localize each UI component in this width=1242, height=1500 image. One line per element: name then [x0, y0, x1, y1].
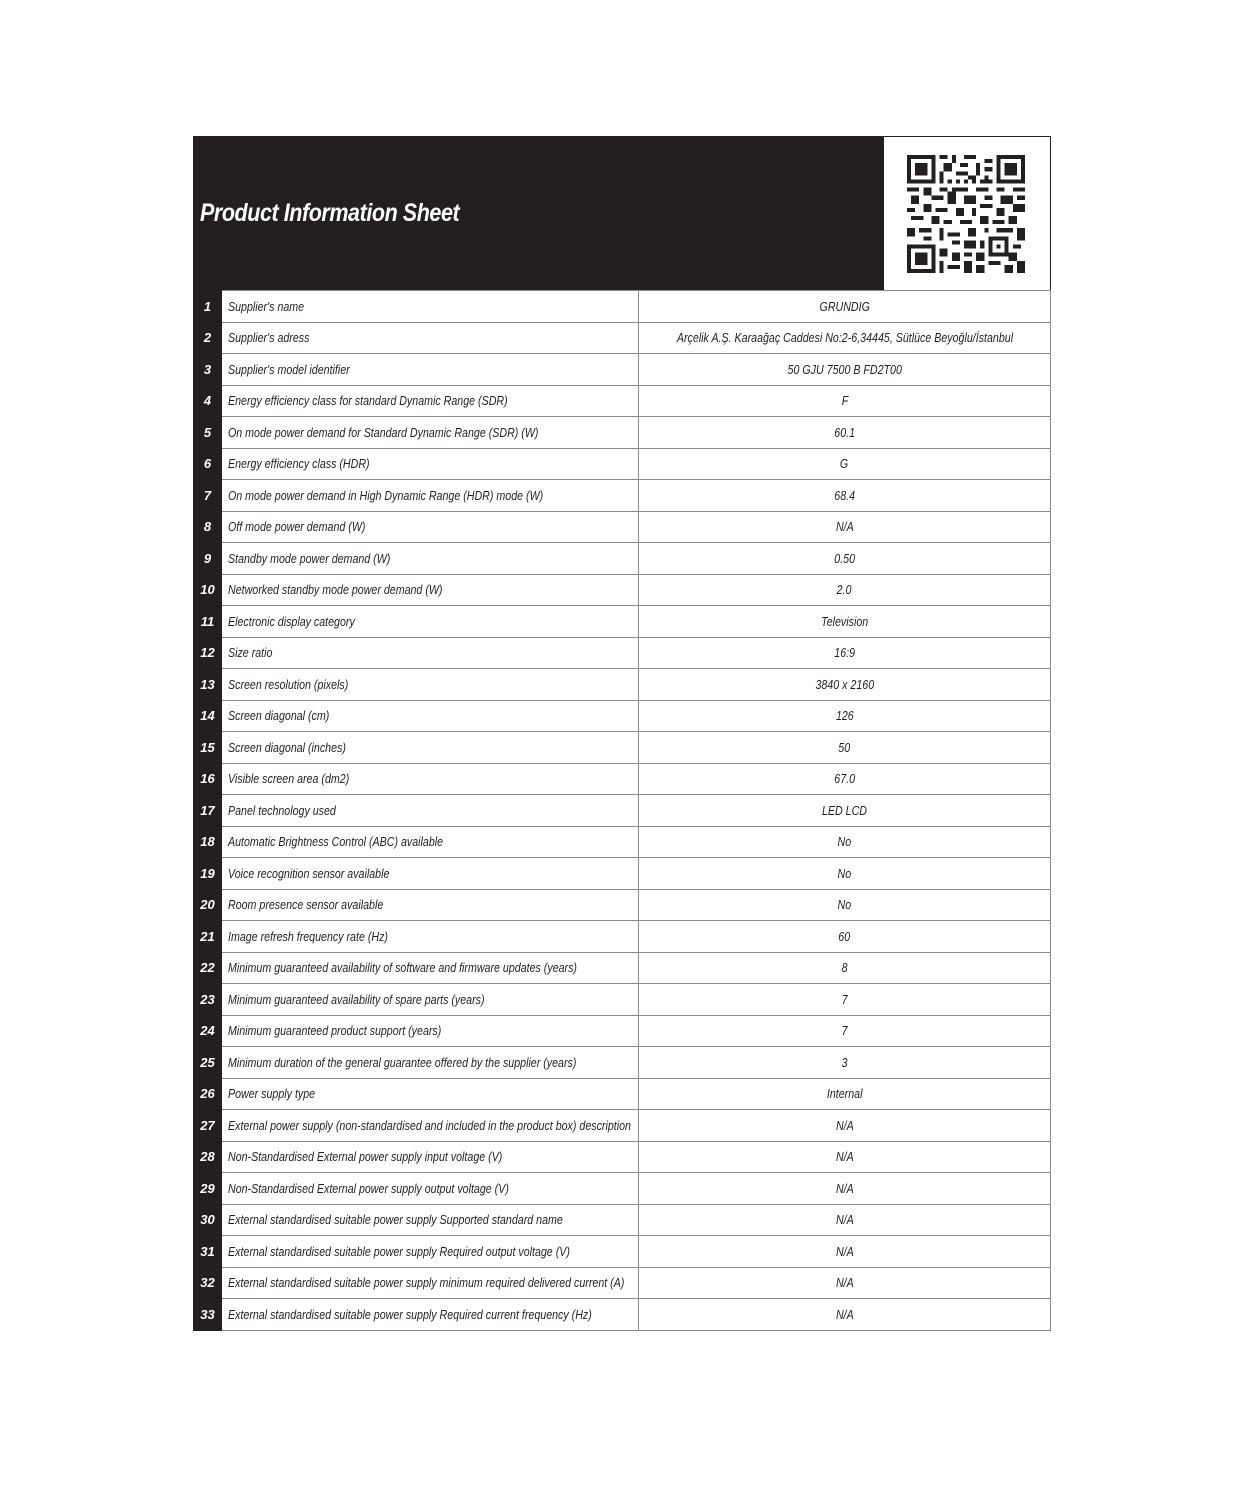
- row-value: No: [837, 897, 852, 913]
- row-number: 3: [194, 354, 222, 386]
- row-value-cell: [639, 763, 1051, 795]
- row-label: Standby mode power demand (W): [228, 550, 391, 566]
- row-label: Off mode power demand (W): [228, 519, 366, 535]
- row-value: N/A: [835, 1243, 854, 1259]
- row-value-cell: [639, 1141, 1051, 1173]
- row-number: 19: [194, 858, 222, 890]
- row-value-cell: [639, 1047, 1051, 1079]
- table-row: [194, 1078, 1051, 1110]
- table-row: [194, 354, 1051, 386]
- row-value: N/A: [835, 1306, 854, 1322]
- row-label-cell: [222, 795, 639, 827]
- table-row: [194, 952, 1051, 984]
- row-label: Non-Standardised External power supply input voltage (V): [228, 1149, 503, 1165]
- row-label: External power supply (non-standardised and included in the product box) description: [228, 1117, 631, 1133]
- row-label: Room presence sensor available: [228, 897, 384, 913]
- row-label-cell: [222, 984, 639, 1016]
- row-label-cell: [222, 1078, 639, 1110]
- row-value: Arçelik A.Ş. Karaağaç Caddesi No:2-6,34445, Sütlüce Beyoğlu/İstanbul: [676, 330, 1013, 346]
- page-title: Product Information Sheet: [200, 199, 460, 227]
- table-row: [194, 1015, 1051, 1047]
- table-row: [194, 889, 1051, 921]
- row-value-cell: [639, 1299, 1051, 1331]
- row-label: Non-Standardised External power supply output voltage (V): [228, 1180, 509, 1196]
- table-row: [194, 858, 1051, 890]
- row-value: N/A: [835, 1275, 854, 1291]
- row-label: On mode power demand in High Dynamic Range (HDR) mode (W): [228, 487, 544, 503]
- table-row: [194, 1267, 1051, 1299]
- row-number: 2: [194, 322, 222, 354]
- row-label-cell: [222, 322, 639, 354]
- row-number: 30: [194, 1204, 222, 1236]
- row-value: 60.1: [834, 424, 855, 440]
- row-value-cell: [639, 858, 1051, 890]
- qr-code-container: [883, 137, 1050, 290]
- row-label-cell: [222, 889, 639, 921]
- row-number: 16: [194, 763, 222, 795]
- row-label-cell: [222, 858, 639, 890]
- row-label: Minimum duration of the general guarantee offered by the supplier (years): [228, 1054, 577, 1070]
- row-number: 8: [194, 511, 222, 543]
- row-value-cell: [639, 637, 1051, 669]
- row-number: 12: [194, 637, 222, 669]
- row-label: Energy efficiency class for standard Dynamic Range (SDR): [228, 393, 508, 409]
- row-value-cell: [639, 574, 1051, 606]
- table-row: [194, 543, 1051, 575]
- row-value-cell: [639, 543, 1051, 575]
- row-value: N/A: [835, 1180, 854, 1196]
- row-number: 20: [194, 889, 222, 921]
- row-label-cell: [222, 637, 639, 669]
- row-label: Supplier's adress: [228, 330, 310, 346]
- row-value-cell: [639, 291, 1051, 323]
- product-info-table: [193, 290, 1051, 1331]
- row-value: 8: [841, 960, 848, 976]
- row-label-cell: [222, 669, 639, 701]
- row-number: 25: [194, 1047, 222, 1079]
- qr-code-icon: [907, 155, 1025, 273]
- table-row: [194, 669, 1051, 701]
- row-label: Power supply type: [228, 1086, 316, 1102]
- table-row: [194, 700, 1051, 732]
- row-number: 24: [194, 1015, 222, 1047]
- row-label-cell: [222, 700, 639, 732]
- row-value-cell: [639, 417, 1051, 449]
- table-row: [194, 480, 1051, 512]
- row-label-cell: [222, 1173, 639, 1205]
- row-label-cell: [222, 543, 639, 575]
- row-value-cell: [639, 1236, 1051, 1268]
- row-label-cell: [222, 826, 639, 858]
- row-value: N/A: [835, 1149, 854, 1165]
- row-number: 27: [194, 1110, 222, 1142]
- row-value-cell: [639, 1267, 1051, 1299]
- row-value: LED LCD: [821, 802, 868, 818]
- row-label: Minimum guaranteed product support (years): [228, 1023, 442, 1039]
- row-value: 126: [835, 708, 854, 724]
- row-number: 9: [194, 543, 222, 575]
- row-value: 7: [841, 1023, 848, 1039]
- row-label-cell: [222, 574, 639, 606]
- table-row: [194, 1299, 1051, 1331]
- table-row: [194, 1047, 1051, 1079]
- table-row: [194, 763, 1051, 795]
- row-value-cell: [639, 448, 1051, 480]
- row-label: Screen diagonal (cm): [228, 708, 330, 724]
- row-label-cell: [222, 1204, 639, 1236]
- row-number: 23: [194, 984, 222, 1016]
- row-label: On mode power demand for Standard Dynamic Range (SDR) (W): [228, 424, 539, 440]
- row-label-cell: [222, 1015, 639, 1047]
- row-number: 17: [194, 795, 222, 827]
- product-information-sheet: [193, 136, 1051, 1331]
- table-row: [194, 511, 1051, 543]
- row-value-cell: [639, 1110, 1051, 1142]
- row-label: External standardised suitable power supply Supported standard name: [228, 1212, 563, 1228]
- row-label: Energy efficiency class (HDR): [228, 456, 370, 472]
- row-label-cell: [222, 1267, 639, 1299]
- row-label: Visible screen area (dm2): [228, 771, 350, 787]
- row-label: External standardised suitable power supply minimum required delivered current (A): [228, 1275, 625, 1291]
- row-number: 11: [194, 606, 222, 638]
- row-label: Supplier's model identifier: [228, 361, 350, 377]
- row-number: 26: [194, 1078, 222, 1110]
- row-label-cell: [222, 606, 639, 638]
- row-value: 3: [841, 1054, 848, 1070]
- row-value-cell: [639, 511, 1051, 543]
- row-value-cell: [639, 889, 1051, 921]
- row-label: Screen diagonal (inches): [228, 739, 346, 755]
- row-label-cell: [222, 952, 639, 984]
- row-value: 50: [838, 739, 851, 755]
- row-label: Automatic Brightness Control (ABC) available: [228, 834, 444, 850]
- row-label: Minimum guaranteed availability of spare parts (years): [228, 991, 485, 1007]
- row-value: No: [837, 834, 852, 850]
- row-value-cell: [639, 952, 1051, 984]
- table-row: [194, 637, 1051, 669]
- sheet-header: [193, 136, 1051, 290]
- table-row: [194, 1141, 1051, 1173]
- table-row: [194, 417, 1051, 449]
- row-value: 7: [841, 991, 848, 1007]
- row-value-cell: [639, 795, 1051, 827]
- table-row: [194, 1204, 1051, 1236]
- row-value-cell: [639, 984, 1051, 1016]
- row-label: External standardised suitable power supply Required current frequency (Hz): [228, 1306, 592, 1322]
- row-label: Panel technology used: [228, 802, 336, 818]
- row-value: N/A: [835, 1212, 854, 1228]
- row-value: 3840 x 2160: [815, 676, 874, 692]
- row-value-cell: [639, 354, 1051, 386]
- row-value-cell: [639, 921, 1051, 953]
- row-label-cell: [222, 511, 639, 543]
- row-label-cell: [222, 1110, 639, 1142]
- row-value: 67.0: [834, 771, 855, 787]
- row-number: 29: [194, 1173, 222, 1205]
- row-label: Electronic display category: [228, 613, 355, 629]
- row-label-cell: [222, 1236, 639, 1268]
- row-label-cell: [222, 385, 639, 417]
- table-row: [194, 385, 1051, 417]
- row-number: 1: [194, 291, 222, 323]
- row-label: External standardised suitable power supply Required output voltage (V): [228, 1243, 570, 1259]
- row-number: 13: [194, 669, 222, 701]
- row-label-cell: [222, 448, 639, 480]
- row-value: 68.4: [834, 487, 855, 503]
- row-number: 28: [194, 1141, 222, 1173]
- row-number: 14: [194, 700, 222, 732]
- row-label: Image refresh frequency rate (Hz): [228, 928, 388, 944]
- row-label-cell: [222, 1141, 639, 1173]
- row-value-cell: [639, 700, 1051, 732]
- row-label: Screen resolution (pixels): [228, 676, 349, 692]
- row-value-cell: [639, 669, 1051, 701]
- table-row: [194, 732, 1051, 764]
- row-label-cell: [222, 480, 639, 512]
- table-row: [194, 1110, 1051, 1142]
- row-label-cell: [222, 1047, 639, 1079]
- row-value-cell: [639, 826, 1051, 858]
- row-value: 16:9: [834, 645, 855, 661]
- row-value: GRUNDIG: [819, 298, 870, 314]
- table-row: [194, 826, 1051, 858]
- row-label-cell: [222, 1299, 639, 1331]
- table-row: [194, 1173, 1051, 1205]
- row-label: Minimum guaranteed availability of software and firmware updates (years): [228, 960, 577, 976]
- row-number: 10: [194, 574, 222, 606]
- row-label: Size ratio: [228, 645, 273, 661]
- row-number: 15: [194, 732, 222, 764]
- row-number: 22: [194, 952, 222, 984]
- row-number: 4: [194, 385, 222, 417]
- table-row: [194, 322, 1051, 354]
- row-value: N/A: [835, 519, 854, 535]
- table-row: [194, 921, 1051, 953]
- row-number: 6: [194, 448, 222, 480]
- row-value: No: [837, 865, 852, 881]
- row-value: G: [840, 456, 849, 472]
- row-label-cell: [222, 921, 639, 953]
- row-value: 60: [838, 928, 851, 944]
- row-value-cell: [639, 1015, 1051, 1047]
- row-value: 50 GJU 7500 B FD2T00: [787, 361, 902, 377]
- row-value-cell: [639, 606, 1051, 638]
- row-value: 2.0: [837, 582, 852, 598]
- row-number: 5: [194, 417, 222, 449]
- row-number: 18: [194, 826, 222, 858]
- row-value-cell: [639, 385, 1051, 417]
- row-value: Television: [820, 613, 869, 629]
- row-label: Supplier's name: [228, 298, 305, 314]
- row-label: Voice recognition sensor available: [228, 865, 390, 881]
- row-value: Internal: [826, 1086, 863, 1102]
- table-row: [194, 795, 1051, 827]
- row-number: 33: [194, 1299, 222, 1331]
- row-label-cell: [222, 354, 639, 386]
- table-row: [194, 1236, 1051, 1268]
- table-row: [194, 448, 1051, 480]
- row-label-cell: [222, 417, 639, 449]
- row-value-cell: [639, 732, 1051, 764]
- row-number: 31: [194, 1236, 222, 1268]
- table-row: [194, 984, 1051, 1016]
- row-value-cell: [639, 322, 1051, 354]
- row-value-cell: [639, 1078, 1051, 1110]
- row-label: Networked standby mode power demand (W): [228, 582, 443, 598]
- row-number: 21: [194, 921, 222, 953]
- table-row: [194, 291, 1051, 323]
- table-row: [194, 574, 1051, 606]
- row-number: 7: [194, 480, 222, 512]
- row-number: 32: [194, 1267, 222, 1299]
- row-value-cell: [639, 1173, 1051, 1205]
- row-value: F: [841, 393, 848, 409]
- row-value-cell: [639, 1204, 1051, 1236]
- row-label-cell: [222, 763, 639, 795]
- row-value: 0.50: [834, 550, 855, 566]
- row-label-cell: [222, 732, 639, 764]
- row-value: N/A: [835, 1117, 854, 1133]
- row-value-cell: [639, 480, 1051, 512]
- row-label-cell: [222, 291, 639, 323]
- table-row: [194, 606, 1051, 638]
